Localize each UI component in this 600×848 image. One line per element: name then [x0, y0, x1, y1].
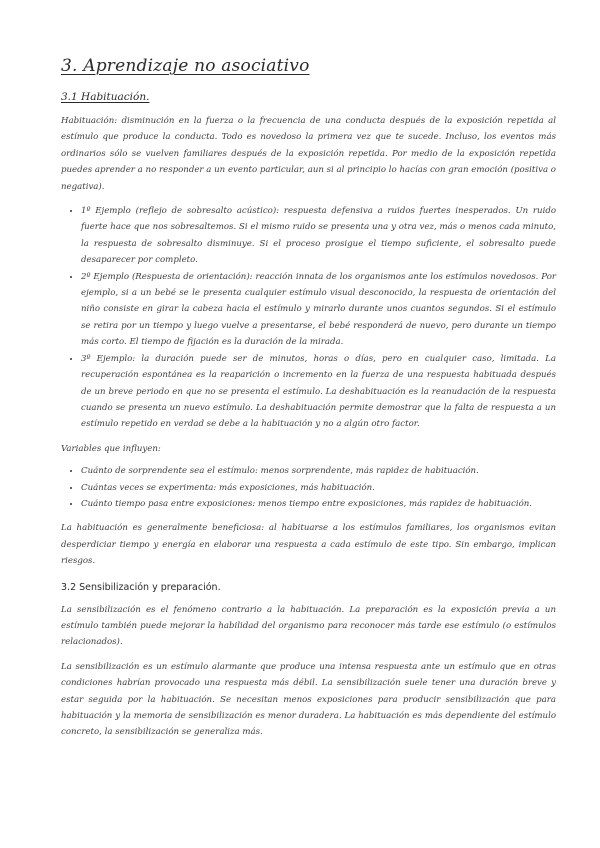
list-item: • Cuánto tiempo pasa entre exposiciones: menos tiempo entre exposiciones, más rapidez de habituación. [81, 496, 556, 512]
habituacion-conclusion: La habituación es generalmente beneficiosa: al habituarse a los estímulos familiares, los organismos evitan desperdiciar tiempo y energía en elaborar una respuesta a cada estímulo de este tipo. Sin embargo, implican riesgos. [61, 523, 556, 567]
examples-list [61, 203, 556, 433]
variables-label: Variables que influyen: [61, 443, 161, 454]
page-title: 3. Aprendizaje no asociativo [61, 56, 310, 76]
sensibilizacion-paragraph-2: La sensibilización es un estímulo alarmante que produce una intensa respuesta ante un estímulo que en otras condiciones habrían provocado una respuesta más débil. La sensibilización suele tener una duración breve y estar seguida por la habituación. Se necesitan menos exposiciones para producir sensibilización que para habituación y la memoria de sensibilización es menor duradera. La habituación es más dependiente del estímulo concreto, la sensibilización se generaliza más. [61, 661, 556, 738]
sensibilizacion-paragraph-1: La sensibilización es el fenómeno contrario a la habituación. La preparación es la exposición previa a un estímulo también puede mejorar la habilidad del organismo para reconocer más tarde ese estímulo (o estímulos relacionados). [61, 604, 556, 648]
section-heading-sensibilizacion: 3.2 Sensibilización y preparación. [61, 581, 221, 593]
habituacion-intro: Habituación: disminución en la fuerza o la frecuencia de una conducta después de la exposición repetida al estímulo que produce la conducta. Todo es novedoso la primera vez que te sucede. Incluso, los eventos más ordinarios sólo se vuelven familiares después de la exposición repetida. Por medio de la exposición repetida puedes aprender a no responder a un evento particular, aun si al principio lo hacías con gran emoción (positiva o negativa). [61, 116, 556, 192]
list-item: • 3º Ejemplo: la duración puede ser de minutos, horas o días, pero en cualquier caso, limitada. La recuperación espontánea es la reaparición o incremento en la fuerza de una respuesta habituada después de un breve periodo en que no se presenta el estímulo. La deshabituación es la reanudación de la respuesta cuando se presenta un nuevo estímulo. La deshabituación permite demostrar que la falta de respuesta a un estímulo repetido en verdad se debe a la habituación y no a algún otro factor. [81, 351, 556, 433]
variables-list [61, 463, 556, 512]
list-item: • Cuánto de sorprendente sea el estímulo: menos sorprendente, más rapidez de habituación. [81, 463, 556, 479]
list-item: • 2º Ejemplo (Respuesta de orientación): reacción innata de los organismos ante los estímulos novedosos. Por ejemplo, si a un bebé se le presenta cualquier estímulo visual desconocido, la respuesta de orientación del niño consiste en girar la cabeza hacia el estímulo y mirarlo durante unos cuantos segundos. Si el estímulo se retira por un tiempo y luego vuelve a presentarse, el bebé responderá de nuevo, pero durante un tiempo más corto. El tiempo de fijación es la duración de la mirada. [81, 269, 556, 351]
section-heading-habituacion: 3.1 Habituación. [61, 91, 150, 103]
list-item: • Cuántas veces se experimenta: más exposiciones, más habituación. [81, 480, 556, 496]
list-item: • 1º Ejemplo (reflejo de sobresalto acústico): respuesta defensiva a ruidos fuertes inesperados. Un ruido fuerte hace que nos sobresaltemos. Si el mismo ruido se presenta una y otra vez, más o menos cada minuto, la respuesta de sobresalto disminuye. Si el proceso prosigue el tiempo suficiente, el sobresalto puede desaparecer por completo. [81, 203, 556, 269]
